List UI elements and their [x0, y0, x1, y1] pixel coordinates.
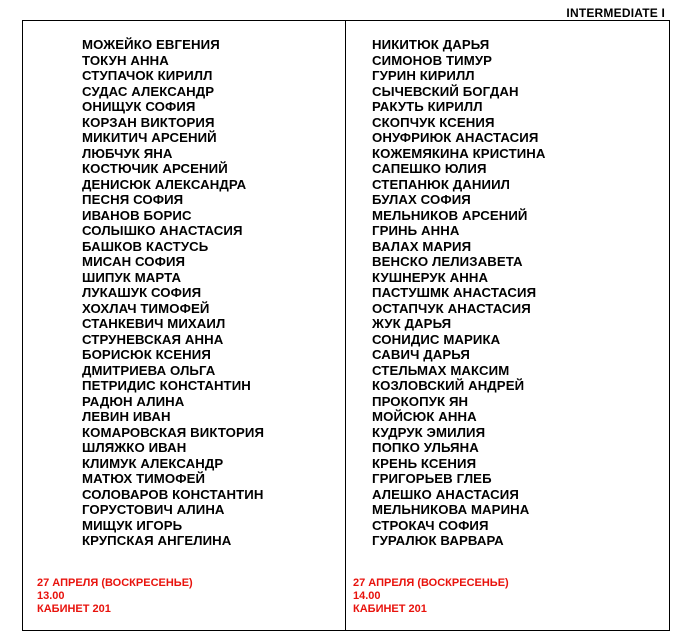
student-name: СОЛЫШКО АНАСТАСИЯ — [82, 223, 243, 238]
student-name: ГУРИН КИРИЛЛ — [372, 68, 475, 83]
student-name: ПАСТУШМК АНАСТАСИЯ — [372, 285, 537, 300]
student-name: СТРОКАЧ СОФИЯ — [372, 517, 489, 533]
student-name: КОМАРОВСКАЯ ВИКТОРИЯ — [82, 424, 265, 440]
student-name: СОНИДИС МАРИКА — [372, 331, 501, 347]
student-name: ПОПКО УЛЬЯНА — [372, 440, 479, 455]
exam-time: 14.00 — [353, 590, 381, 602]
exam-date: 27 АПРЕЛЯ (ВОСКРЕСЕНЬЕ) — [37, 577, 193, 589]
student-name: МИЩУК ИГОРЬ — [82, 517, 183, 533]
student-name: СОЛОВАРОВ КОНСТАНТИН — [82, 486, 264, 502]
student-name: БАШКОВ КАСТУСЬ — [82, 238, 209, 254]
level-heading: INTERMEDIATE I — [566, 6, 665, 20]
student-name: ВЕНСКО ЛЕЛИЗАВЕТА — [372, 254, 523, 269]
student-name: ПЕСНЯ СОФИЯ — [82, 192, 184, 207]
student-name: ОНУФРИЮК АНАСТАСИЯ — [372, 130, 539, 145]
student-name: РАДЮН АЛИНА — [82, 393, 185, 409]
student-name: ЛУКАШУК СОФИЯ — [82, 285, 202, 300]
exam-time: 13.00 — [37, 590, 65, 602]
student-name: РАКУТЬ КИРИЛЛ — [372, 99, 483, 114]
student-name: ЛЕВИН ИВАН — [82, 409, 171, 424]
group-2-student-list — [372, 37, 546, 549]
group-1-schedule — [37, 577, 193, 616]
student-name: ОСТАПЧУК АНАСТАСИЯ — [372, 300, 531, 316]
student-name: ЛЮБЧУК ЯНА — [82, 145, 173, 161]
student-name: СТУПАЧОК КИРИЛЛ — [82, 68, 213, 83]
student-name: ОНИЩУК СОФИЯ — [82, 99, 196, 114]
student-name: БУЛАХ СОФИЯ — [372, 192, 471, 207]
student-name: САПЕШКО ЮЛИЯ — [372, 161, 487, 176]
student-name: СТРУНЕВСКАЯ АННА — [82, 331, 224, 347]
student-name: СТЕПАНЮК ДАНИИЛ — [372, 176, 511, 192]
student-name: СЫЧЕВСКИЙ БОГДАН — [372, 83, 519, 99]
student-name: ПЕТРИДИС КОНСТАНТИН — [82, 378, 251, 393]
student-name: ХОХЛАЧ ТИМОФЕЙ — [82, 300, 210, 316]
student-name: ИВАНОВ БОРИС — [82, 207, 192, 223]
student-name: КОРЗАН ВИКТОРИЯ — [82, 114, 215, 130]
student-name: СКОПЧУК КСЕНИЯ — [372, 114, 495, 130]
group-1-student-list — [82, 37, 264, 549]
student-name: ГРИНЬ АННА — [372, 223, 460, 238]
student-name: МИКИТИЧ АРСЕНИЙ — [82, 130, 217, 145]
student-name: ШИПУК МАРТА — [82, 269, 182, 285]
student-name: КРЕНЬ КСЕНИЯ — [372, 455, 477, 471]
student-name: МИСАН СОФИЯ — [82, 254, 186, 269]
student-name: ГРИГОРЬЕВ ГЛЕБ — [372, 471, 492, 486]
exam-room: КАБИНЕТ 201 — [353, 603, 427, 615]
student-name: ДЕНИСЮК АЛЕКСАНДРА — [82, 176, 247, 192]
student-name: МОЖЕЙКО ЕВГЕНИЯ — [82, 37, 220, 52]
student-name: МАТЮХ ТИМОФЕЙ — [82, 471, 206, 486]
student-name: КОЖЕМЯКИНА КРИСТИНА — [372, 145, 546, 161]
group-2-schedule — [353, 577, 509, 616]
student-name: ПРОКОПУК ЯН — [372, 393, 469, 409]
student-name: КУШНЕРУК АННА — [372, 269, 489, 285]
exam-room: КАБИНЕТ 201 — [37, 603, 111, 615]
student-name: БОРИСЮК КСЕНИЯ — [82, 347, 211, 362]
student-name: ВАЛАХ МАРИЯ — [372, 238, 472, 254]
student-name: ШЛЯЖКО ИВАН — [82, 440, 187, 455]
student-name: КЛИМУК АЛЕКСАНДР — [82, 455, 224, 471]
student-name: ГУРАЛЮК ВАРВАРА — [372, 533, 504, 548]
student-name: СТАНКЕВИЧ МИХАИЛ — [82, 316, 226, 331]
student-name: ДМИТРИЕВА ОЛЬГА — [82, 362, 216, 378]
student-name: МОЙСЮК АННА — [372, 409, 477, 424]
student-name: НИКИТЮК ДАРЬЯ — [372, 37, 490, 52]
student-name: СТЕЛЬМАХ МАКСИМ — [372, 362, 510, 378]
student-name: ТОКУН АННА — [82, 52, 169, 68]
student-name: КОСТЮЧИК АРСЕНИЙ — [82, 161, 228, 176]
column-divider — [345, 21, 346, 630]
student-name: КУДРУК ЭМИЛИЯ — [372, 424, 486, 440]
student-name: ГОРУСТОВИЧ АЛИНА — [82, 502, 225, 517]
student-name: САВИЧ ДАРЬЯ — [372, 347, 470, 362]
student-name: СИМОНОВ ТИМУР — [372, 52, 493, 68]
student-name: СУДАС АЛЕКСАНДР — [82, 83, 215, 99]
group-table — [22, 20, 670, 631]
student-name: МЕЛЬНИКОВА МАРИНА — [372, 502, 530, 517]
student-name: АЛЕШКО АНАСТАСИЯ — [372, 486, 519, 502]
student-name: МЕЛЬНИКОВ АРСЕНИЙ — [372, 207, 528, 223]
student-name: КОЗЛОВСКИЙ АНДРЕЙ — [372, 378, 525, 393]
student-name: ЖУК ДАРЬЯ — [372, 316, 452, 331]
exam-date: 27 АПРЕЛЯ (ВОСКРЕСЕНЬЕ) — [353, 577, 509, 589]
student-name: КРУПСКАЯ АНГЕЛИНА — [82, 533, 232, 548]
